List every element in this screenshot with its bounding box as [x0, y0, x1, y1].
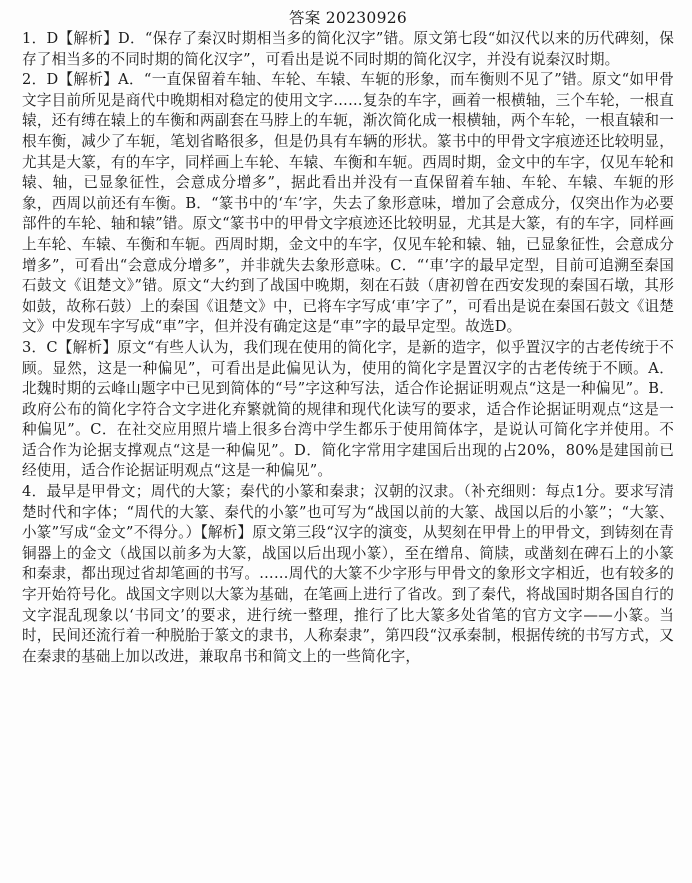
answer-1: 1．D【解析】D．“保存了秦汉时期相当多的简化汉字”错。原文第七段“如汉代以来的历代碑刻，保存了相当多的不同时期的简化汉字”，可看出是说不同时期的简化汉字，并没有说秦汉时期。	[22, 30, 674, 68]
document-title: 答案 20230926	[288, 9, 408, 27]
answer-4: 4．最早是甲骨文；周代的大篆；秦代的小篆和秦隶；汉朝的汉隶。（补充细则：每点1分。要求写清楚时代和字体；“周代的大篆、秦代的小篆”也可写为“战国以前的大篆、战国以后的小篆”；“大篆、小篆”写成“金文”不得分。）【解析】原文第三段“汉字的演变，从契刻在甲骨上的甲骨文，到铸刻在青铜器上的金文（战国以前多为大篆，战国以后出现小篆），至在缯帛、简牍，或凿刻在碑石上的小篆和秦隶，都出现过省却笔画的书写。……周代的大篆不少字形与甲骨文的象形文字相近，也有较多的字开始符号化。战国文字则以大篆为基础，在笔画上进行了省改。到了秦代，将战国时期各国自行的文字混乱现象以‘书同文’的要求，进行统一整理，推行了比大篆多处省笔的官方文字——小篆。当时，民间还流行着一种脱胎于篆文的隶书，人称秦隶”，第四段“汉承秦制，根据传统的书写方式，又在秦隶的基础上加以改进，兼取帛书和简文上的一些简化字，	[22, 483, 674, 665]
answer-2: 2．D【解析】A．“一直保留着车轴、车轮、车辕、车轭的形象，而车衡则不见了”错。原文“如甲骨文字目前所见是商代中晚期相对稳定的使用文字……复杂的车字，画着一根横轴，三个车轮，一根直辕，还有缚在辕上的车衡和两副套在马脖上的车轭，渐次简化成一根横轴，两个车轮，一根直辕和一根车衡，减少了车轭，笔划省略很多，但是仍具有车辆的形状。篆书中的甲骨文字痕迹还比较明显，尤其是大篆，有的车字，同样画上车轮、车辕、车衡和车轭。西周时期，金文中的车字，仅见车轮和辕、轴，已显象征性，会意成分增多”，据此看出并没有一直保留着车轴、车轮、车辕、车轭的形象，西周以前还有车衡。B．“篆书中的‘车’字，失去了象形意味，增加了会意成分，仅突出作为必要部件的车轮、轴和辕”错。原文“篆书中的甲骨文字痕迹还比较明显，尤其是大篆，有的车字，同样画上车轮、车辕、车衡和车轭。西周时期，金文中的车字，仅见车轮和辕、轴，已显象征性，会意成分增多”，可看出“会意成分增多”，并非就失去象形意味。C．“‘車’字的最早定型，目前可追溯至秦国石鼓文《诅楚文》”错。原文“大约到了战国中晚期，刻在石鼓（唐初曾在西安发现的秦国石墩，其形如鼓，故称石鼓）上的秦国《诅楚文》中，已将车字写成‘車’字了”，可看出是说在秦国石鼓文《诅楚文》中发现车字写成“車”字，但并没有确定这是“車”字的最早定型。故选D。	[22, 71, 674, 336]
answer-3: 3．C【解析】原文“有些人认为，我们现在使用的简化字，是新的造字，似乎置汉字的古老传统于不顾。显然，这是一种偏见”，可看出是此偏见认为，使用的简化字是置汉字的古老传统于不顾。A．北魏时期的云峰山题字中已见到简体的“号”字这种写法，适合作论据证明观点“这是一种偏见”。B．政府公布的简化字符合文字进化弃繁就简的规律和现代化读写的要求，适合作论据证明观点“这是一种偏见”。C．在社交应用照片墙上很多台湾中学生都乐于使用简体字，是说认可简化字并使用。不适合作为论据支撑观点“这是一种偏见”。D．简化字常用字建国后出现的占20%，80%是建国前已经使用，适合作论据证明观点“这是一种偏见”。	[22, 338, 674, 480]
